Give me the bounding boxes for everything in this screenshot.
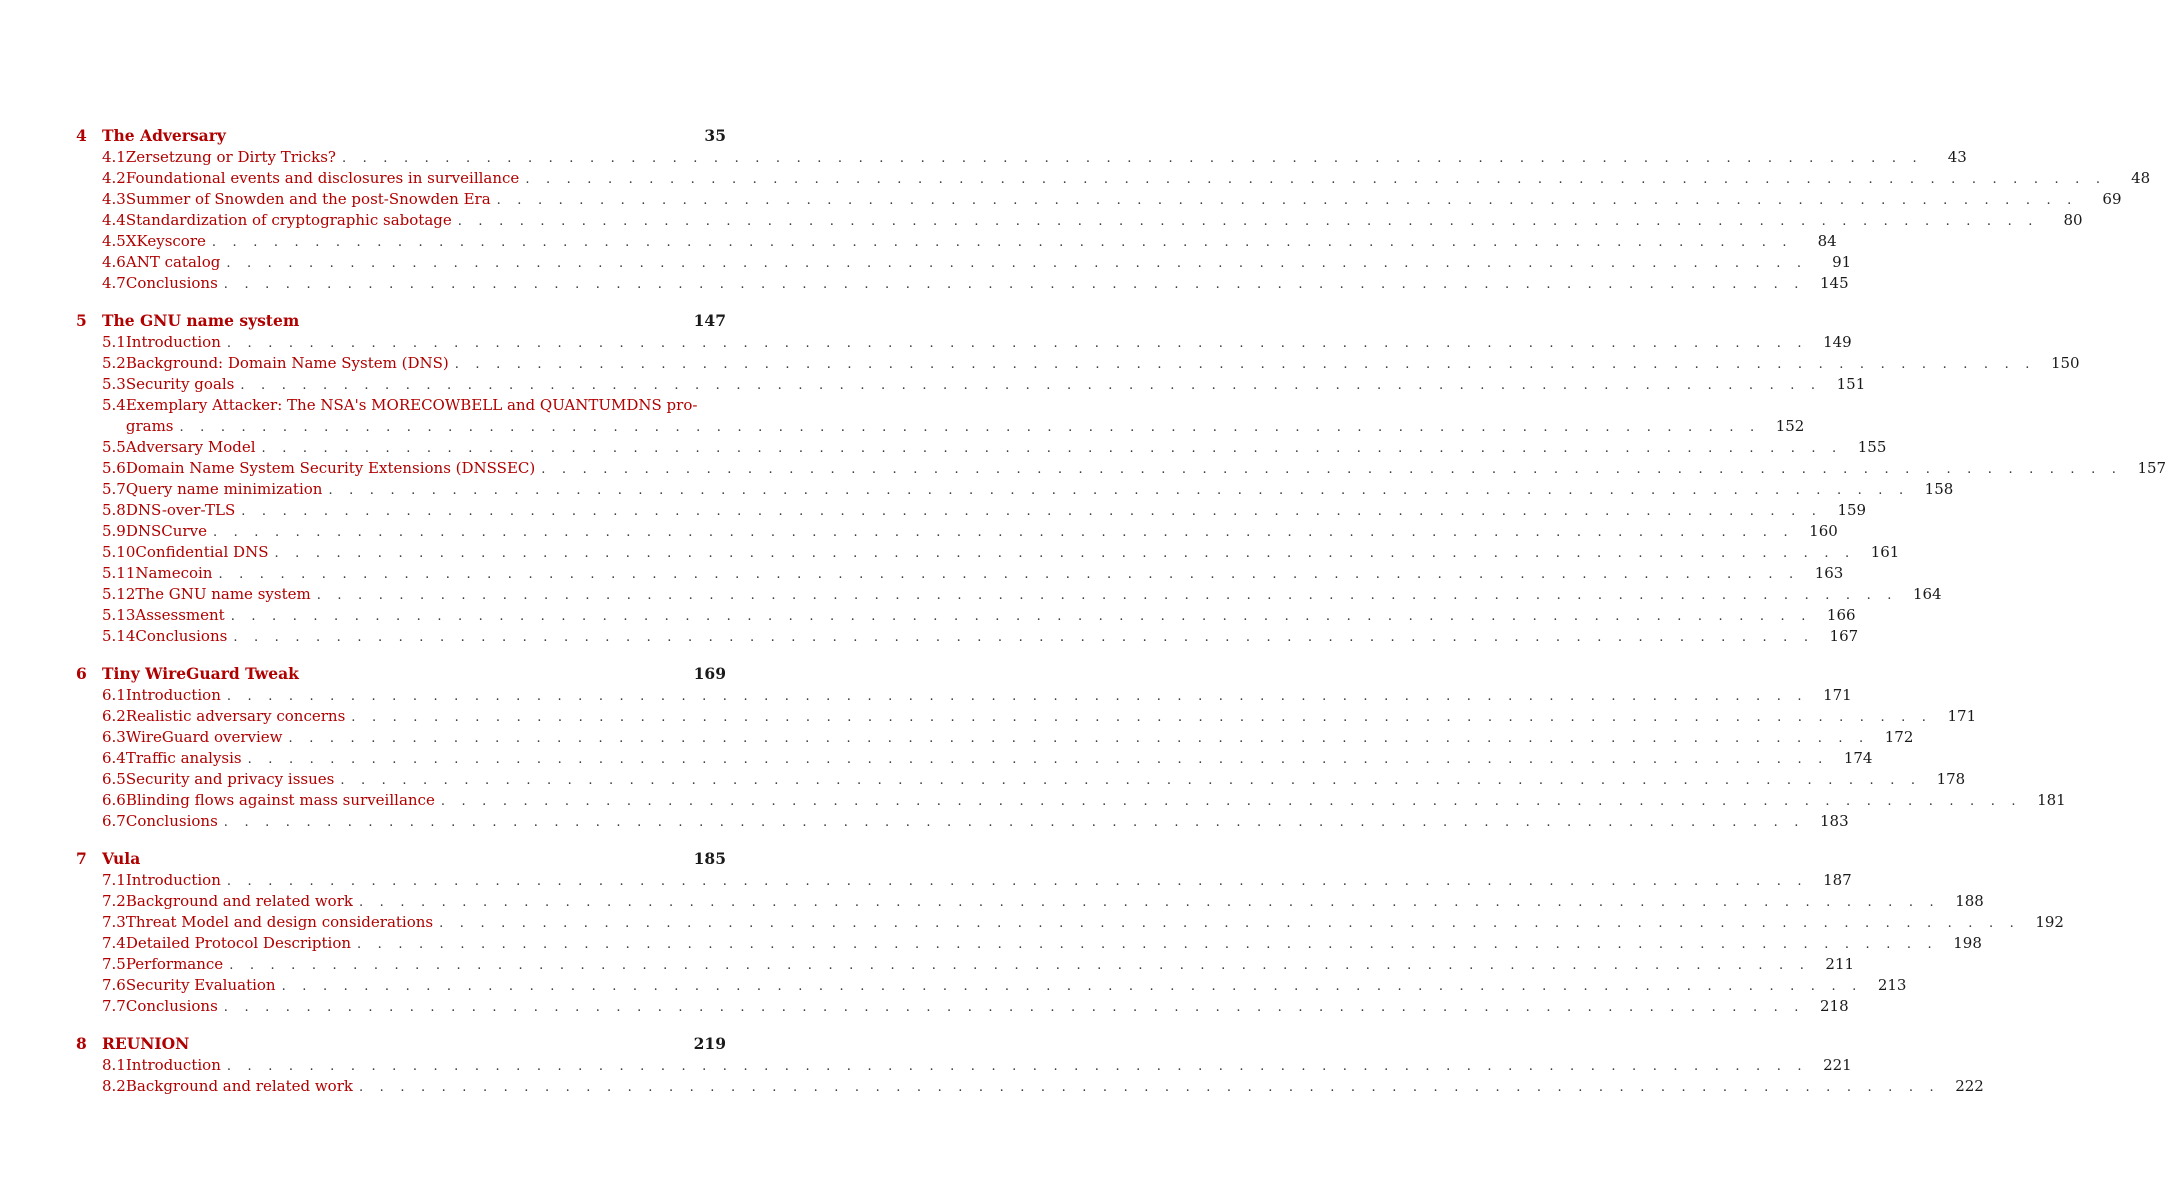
section-number: 5.12 [102,585,136,603]
section-page-number: 164 [1912,585,1942,603]
section-number: 6.2 [102,707,126,725]
section-number: 5.2 [102,354,126,372]
section-page-number: 181 [2037,791,2066,809]
section-page-number: 163 [1814,564,1844,582]
section-title-link[interactable]: Background: Domain Name System (DNS) [125,354,449,372]
section-page-number: 160 [1809,522,1838,540]
section-number: 7.2 [102,892,126,910]
toc-entry[interactable] [76,685,1852,706]
section-title-link[interactable]: Background and related work [125,892,353,910]
dot-leader [351,707,1932,728]
section-title-link[interactable]: Exemplary Attacker: The NSA's MORECOWBELL and QUANTUMDNS pro- [125,396,698,414]
chapter-title-link[interactable]: REUNION [102,1034,190,1053]
section-number: 5.10 [102,543,136,561]
toc-entry[interactable] [76,891,1984,912]
toc-entry[interactable] [76,231,1837,252]
section-number: 5.9 [102,522,126,540]
chapter-heading[interactable] [76,1034,726,1055]
chapter-page-number: 219 [693,1034,726,1053]
chapter-heading[interactable] [76,311,726,332]
section-number: 4.7 [102,274,126,292]
dot-leader [213,522,1794,543]
dot-leader [227,686,1808,707]
section-number: 8.1 [102,1056,126,1074]
toc-entry[interactable] [76,437,1887,458]
dot-leader [233,627,1814,648]
dot-leader [274,543,1855,564]
section-number: 5.8 [102,501,126,519]
section-title-link[interactable]: DNS-over-TLS [125,501,236,519]
section-title-link[interactable]: Introduction [125,686,221,704]
chapter-6 [76,664,2066,832]
dot-leader [282,976,1863,997]
toc-entry[interactable] [76,748,1873,769]
toc-entry[interactable] [76,353,2080,374]
toc-entry[interactable] [76,273,1849,294]
section-page-number: 171 [1823,686,1852,704]
section-number: 4.1 [102,148,126,166]
section-page-number: 152 [1775,417,1805,435]
toc-entry[interactable] [76,975,1907,996]
dot-leader [359,1077,1940,1098]
section-page-number: 155 [1857,438,1887,456]
chapter-number: 5 [76,311,87,330]
chapter-number: 8 [76,1034,87,1053]
section-page-number: 213 [1877,976,1907,994]
dot-leader [227,333,1808,354]
toc-entry[interactable] [76,1076,1984,1097]
section-title-link[interactable]: Standardization of cryptographic sabotage [125,211,452,229]
toc-entry[interactable] [76,954,1855,975]
toc-entry[interactable] [76,769,1966,790]
chapter-title-link[interactable]: The Adversary [102,126,226,145]
section-page-number: 48 [2131,169,2151,187]
section-title-link[interactable]: Conclusions [125,274,218,292]
section-number: 6.4 [102,749,126,767]
toc-entry[interactable] [76,189,2122,210]
chapter-heading[interactable] [76,849,726,870]
toc-entry[interactable] [76,811,1849,832]
section-title-link[interactable]: Blinding flows against mass surveillance [125,791,435,809]
toc-entry[interactable] [76,933,1982,954]
dot-leader [224,274,1805,295]
table-of-contents [76,126,2166,1114]
toc-entry[interactable] [76,332,1852,353]
section-page-number: 158 [1924,480,1954,498]
chapter-heading[interactable] [76,126,726,147]
section-number: 6.7 [102,812,126,830]
section-number: 5.11 [102,564,136,582]
section-title-link[interactable]: Conclusions [125,997,218,1015]
section-number: 6.6 [102,791,126,809]
section-page-number: 80 [2063,211,2083,229]
dot-leader [262,438,1843,459]
section-page-number: 218 [1820,997,1849,1015]
toc-entry[interactable] [76,374,1866,395]
dot-leader [497,190,2078,211]
section-title-link[interactable]: Introduction [125,1056,221,1074]
section-page-number: 149 [1823,333,1852,351]
section-title-link[interactable]: Background and related work [125,1077,353,1095]
section-page-number: 84 [1817,232,1837,250]
dot-leader [525,169,2106,190]
section-number: 6.1 [102,686,126,704]
dot-leader [541,459,2122,480]
dot-leader [218,564,1799,585]
chapter-title-link[interactable]: Vula [102,849,141,868]
section-number: 4.4 [102,211,126,229]
toc-entry[interactable] [76,210,2083,231]
section-number: 7.1 [102,871,126,889]
section-number: 5.1 [102,333,126,351]
toc-entry[interactable] [76,500,1867,521]
chapter-7 [76,849,2064,1017]
section-title-link[interactable]: The GNU name system [135,585,311,603]
section-page-number: 159 [1837,501,1867,519]
dot-leader [229,955,1810,976]
section-number: 8.2 [102,1077,126,1095]
section-page-number: 167 [1829,627,1859,645]
section-page-number: 187 [1823,871,1852,889]
section-number: 5.4 [102,396,126,414]
section-page-number: 183 [1820,812,1849,830]
section-page-number: 211 [1825,955,1855,973]
section-title-link[interactable]: Performance [125,955,224,973]
toc-entry[interactable] [76,790,2066,811]
section-page-number: 69 [2102,190,2122,208]
section-number: 6.5 [102,770,126,788]
section-number: 5.7 [102,480,126,498]
toc-entry[interactable] [76,870,1852,891]
toc-entry[interactable] [76,168,2151,189]
dot-leader [226,253,1807,274]
dot-leader [224,997,1805,1018]
section-title-link[interactable]: Introduction [125,333,221,351]
dot-leader [340,770,1921,791]
section-title-link[interactable]: Conclusions [135,627,228,645]
toc-entry[interactable] [76,912,2064,933]
section-title-link[interactable]: Security Evaluation [125,976,276,994]
dot-leader [458,211,2039,232]
section-page-number: 172 [1884,728,1914,746]
dot-leader [231,606,1812,627]
section-page-number: 174 [1843,749,1873,767]
chapter-page-number: 169 [693,664,726,683]
toc-entry[interactable] [76,996,1849,1017]
section-number: 7.7 [102,997,126,1015]
dot-leader [241,501,1822,522]
toc-entry[interactable] [76,521,1838,542]
section-number: 4.5 [102,232,126,250]
toc-entry[interactable] [76,626,1859,647]
section-title-link[interactable]: Threat Model and design considerations [125,913,434,931]
section-title-link[interactable]: Domain Name System Security Extensions (DNSSEC) [125,459,536,477]
section-title-link[interactable]: Conclusions [125,812,218,830]
section-title-link[interactable]: Detailed Protocol Description [125,934,352,952]
chapter-5 [76,311,2166,647]
dot-leader [441,791,2022,812]
dot-leader [342,148,1923,169]
chapter-heading[interactable] [76,664,726,685]
dot-leader [212,232,1793,253]
dot-leader [224,812,1805,833]
section-number: 5.13 [102,606,136,624]
toc-entry[interactable] [76,252,1852,273]
section-title-link[interactable]: Summer of Snowden and the post-Snowden Era [125,190,491,208]
dot-leader [317,585,1898,606]
toc-entry[interactable] [76,605,1856,626]
section-title-link[interactable]: DNSCurve [125,522,207,540]
section-title-link[interactable]: Traffic analysis [125,749,242,767]
dot-leader [240,375,1821,396]
section-number: 7.6 [102,976,126,994]
section-title-link[interactable]: Security goals [125,375,235,393]
section-title-link[interactable]: Security and privacy issues [125,770,335,788]
section-page-number: 188 [1955,892,1984,910]
chapter-4 [76,126,2151,294]
chapter-page-number: 185 [693,849,726,868]
section-title-link[interactable]: ANT catalog [125,253,221,271]
toc-entry[interactable] [76,395,1805,437]
section-page-number: 221 [1823,1056,1852,1074]
section-page-number: 43 [1947,148,1967,166]
dot-leader [357,934,1938,955]
chapter-page-number: 35 [704,126,726,145]
section-number: 5.6 [102,459,126,477]
toc-entry[interactable] [76,542,1900,563]
toc-entry[interactable] [76,458,2166,479]
section-number: 4.6 [102,253,126,271]
section-title-link[interactable]: WireGuard overview [125,728,283,746]
toc-entry[interactable] [76,479,1954,500]
toc-entry[interactable] [76,706,1977,727]
section-page-number: 198 [1953,934,1982,952]
section-page-number: 192 [2035,913,2064,931]
section-page-number: 91 [1832,253,1852,271]
section-number: 7.5 [102,955,126,973]
section-number: 4.3 [102,190,126,208]
dot-leader [455,354,2036,375]
section-page-number: 161 [1870,543,1900,561]
dot-leader [439,913,2020,934]
section-title-link[interactable]: Foundational events and disclosures in surveillance [125,169,520,187]
dot-leader [227,871,1808,892]
section-number: 7.3 [102,913,126,931]
dot-leader [289,728,1870,749]
toc-entry[interactable] [76,584,1942,605]
dot-leader [227,1056,1808,1077]
dot-leader [248,749,1829,770]
chapter-number: 7 [76,849,87,868]
section-title-link[interactable]: XKeyscore [125,232,206,250]
section-page-number: 222 [1955,1077,1984,1095]
toc-entry[interactable] [76,1055,1852,1076]
section-number: 5.14 [102,627,136,645]
section-number: 4.2 [102,169,126,187]
section-title-link[interactable]: Confidential DNS [135,543,269,561]
section-title-link[interactable]: Assessment [135,606,225,624]
section-title-link[interactable]: Namecoin [135,564,213,582]
section-title-link-continued[interactable]: grams [125,417,174,435]
section-number: 5.3 [102,375,126,393]
section-number: 6.3 [102,728,126,746]
section-number: 7.4 [102,934,126,952]
section-page-number: 150 [2050,354,2080,372]
toc-entry[interactable] [76,147,1967,168]
section-title-link[interactable]: Query name minimization [125,480,323,498]
chapter-number: 6 [76,664,87,683]
toc-entry[interactable] [76,727,1914,748]
section-title-link[interactable]: Introduction [125,871,221,889]
section-page-number: 151 [1836,375,1866,393]
dot-leader [359,892,1940,913]
chapter-title-link[interactable]: Tiny WireGuard Tweak [102,664,299,683]
section-title-link[interactable]: Zersetzung or Dirty Tricks? [125,148,336,166]
section-page-number: 178 [1936,770,1966,788]
chapter-8 [76,1034,1984,1097]
section-title-link[interactable]: Adversary Model [125,438,256,456]
chapter-title-link[interactable]: The GNU name system [102,311,300,330]
chapter-number: 4 [76,126,87,145]
section-title-link[interactable]: Realistic adversary concerns [125,707,346,725]
section-page-number: 145 [1820,274,1849,292]
dot-leader [180,417,1761,438]
section-number: 5.5 [102,438,126,456]
section-page-number: 166 [1826,606,1856,624]
section-page-number: 157 [2137,459,2166,477]
section-page-number: 171 [1947,707,1977,725]
toc-entry[interactable] [76,563,1844,584]
dot-leader [328,480,1909,501]
chapter-page-number: 147 [693,311,726,330]
